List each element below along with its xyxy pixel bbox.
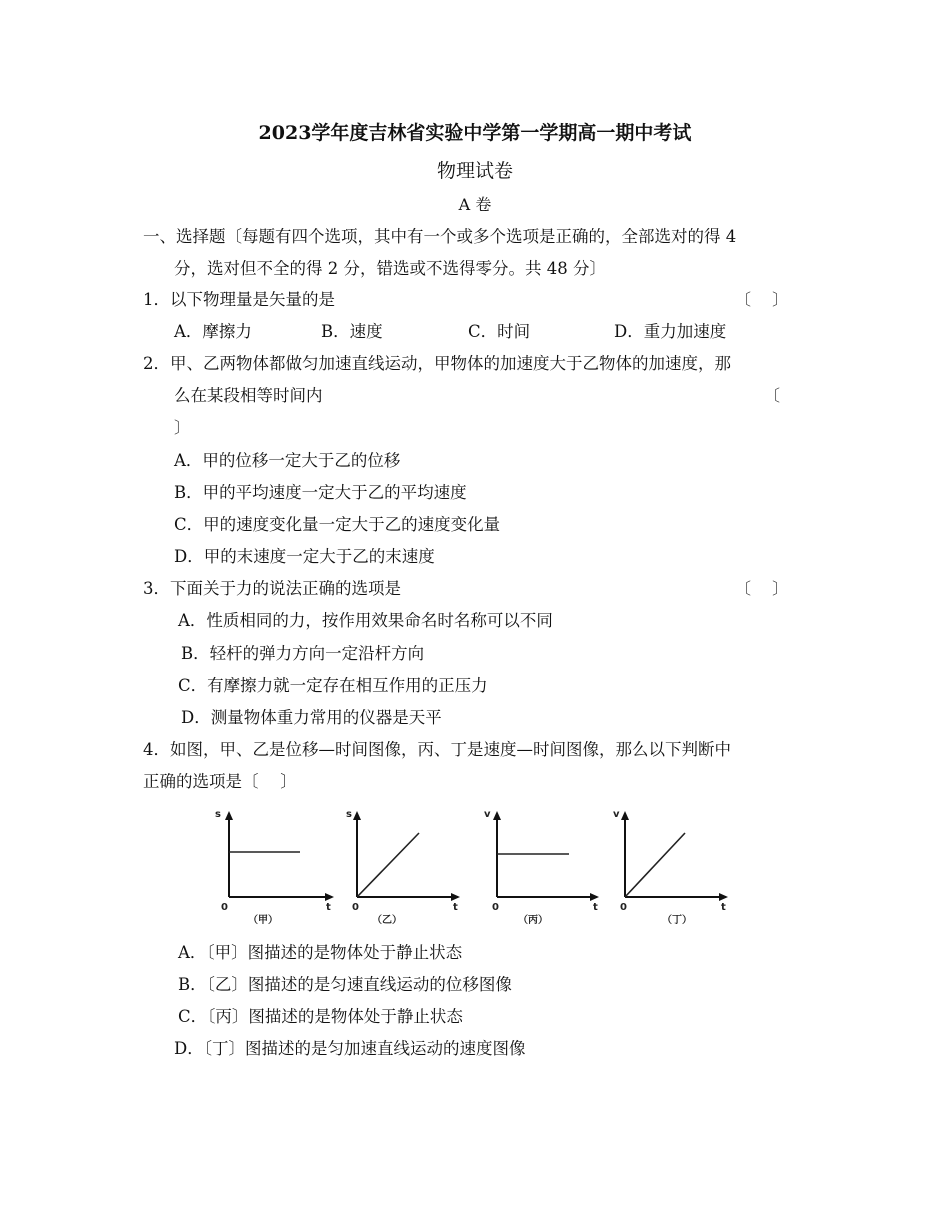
graph-ding bbox=[610, 804, 738, 928]
origin-label: 0 bbox=[620, 902, 627, 913]
x-axis-label: t bbox=[593, 902, 598, 913]
x-axis-arrow bbox=[325, 893, 334, 901]
question-4-option-a: A．〔甲〕图描述的是物体处于静止状态 bbox=[178, 943, 463, 962]
graph-line bbox=[357, 833, 419, 897]
exam-subtitle: 物理试卷 bbox=[436, 160, 513, 182]
x-axis-arrow bbox=[719, 893, 728, 901]
exam-title: 2023学年度吉林省实验中学第一学期高一期中考试 bbox=[258, 122, 692, 144]
question-3-option-d: D．测量物体重力常用的仪器是天平 bbox=[181, 708, 442, 727]
y-axis-arrow bbox=[493, 811, 501, 820]
question-4-stem-line-1: 4．如图，甲、乙是位移—时间图像，丙、丁是速度—时间图像，那么以下判断中 bbox=[143, 740, 731, 759]
section-label: A 卷 bbox=[458, 195, 492, 214]
x-axis-arrow bbox=[590, 893, 599, 901]
question-3-answer-bracket: 〔 〕 bbox=[735, 579, 789, 598]
y-axis-label: v bbox=[613, 809, 620, 820]
x-axis-label: t bbox=[326, 902, 331, 913]
question-3-option-c: C．有摩擦力就一定存在相互作用的正压力 bbox=[178, 676, 488, 695]
question-2-bracket-open: 〔 bbox=[764, 386, 781, 405]
graph-caption: （丙） bbox=[518, 915, 548, 926]
x-axis-label: t bbox=[721, 902, 726, 913]
origin-label: 0 bbox=[492, 902, 499, 913]
graph-caption: （甲） bbox=[248, 915, 278, 926]
question-1-answer-bracket: 〔 〕 bbox=[735, 290, 789, 309]
question-1-option-d: D．重力加速度 bbox=[614, 322, 727, 341]
origin-label: 0 bbox=[352, 902, 359, 913]
y-axis-label: v bbox=[484, 809, 491, 820]
graph-yi bbox=[342, 804, 470, 928]
instructions-line-2: 分，选对但不全的得 2 分，错选或不选得零分。共 48 分〕 bbox=[174, 259, 606, 278]
graph-bing bbox=[480, 804, 608, 928]
origin-label: 0 bbox=[221, 902, 228, 913]
y-axis-arrow bbox=[353, 811, 361, 820]
question-2-option-c: C．甲的速度变化量一定大于乙的速度变化量 bbox=[174, 515, 501, 534]
question-2-option-a: A．甲的位移一定大于乙的位移 bbox=[174, 451, 401, 470]
question-2-stem-line-1: 2．甲、乙两物体都做匀加速直线运动，甲物体的加速度大于乙物体的加速度，那 bbox=[143, 354, 731, 373]
question-2-option-b: B．甲的平均速度一定大于乙的平均速度 bbox=[174, 483, 467, 502]
graph-caption: （乙） bbox=[372, 915, 402, 926]
y-axis-arrow bbox=[621, 811, 629, 820]
graph-caption: （丁） bbox=[662, 915, 692, 926]
question-2-option-d: D．甲的末速度一定大于乙的末速度 bbox=[174, 547, 435, 566]
question-2-stem-line-2: 么在某段相等时间内 bbox=[174, 386, 323, 405]
x-axis-arrow bbox=[451, 893, 460, 901]
question-3-stem: 3．下面关于力的说法正确的选项是 bbox=[143, 579, 401, 598]
question-1-option-a: A．摩擦力 bbox=[174, 322, 252, 341]
y-axis-arrow bbox=[225, 811, 233, 820]
graph-jia bbox=[212, 804, 340, 928]
question-1-option-b: B．速度 bbox=[321, 322, 383, 341]
question-4-option-d: D．〔丁〕图描述的是匀加速直线运动的速度图像 bbox=[174, 1039, 526, 1058]
y-axis-label: s bbox=[215, 809, 221, 820]
question-4-option-b: B．〔乙〕图描述的是匀速直线运动的位移图像 bbox=[178, 975, 512, 994]
question-2-bracket-close: 〕 bbox=[174, 418, 191, 437]
x-axis-label: t bbox=[453, 902, 458, 913]
question-3-option-b: B．轻杆的弹力方向一定沿杆方向 bbox=[181, 644, 425, 663]
y-axis-label: s bbox=[346, 809, 352, 820]
question-4-stem-line-2: 正确的选项是〔 〕 bbox=[143, 772, 297, 791]
question-1-option-c: C．时间 bbox=[468, 322, 531, 341]
instructions-line-1: 一、选择题〔每题有四个选项，其中有一个或多个选项是正确的，全部选对的得 4 bbox=[143, 227, 737, 246]
question-4-option-c: C．〔丙〕图描述的是物体处于静止状态 bbox=[178, 1007, 463, 1026]
question-1-stem: 1．以下物理量是矢量的是 bbox=[143, 290, 335, 309]
graph-line bbox=[625, 833, 685, 897]
question-3-option-a: A．性质相同的力，按作用效果命名时名称可以不同 bbox=[178, 611, 553, 630]
